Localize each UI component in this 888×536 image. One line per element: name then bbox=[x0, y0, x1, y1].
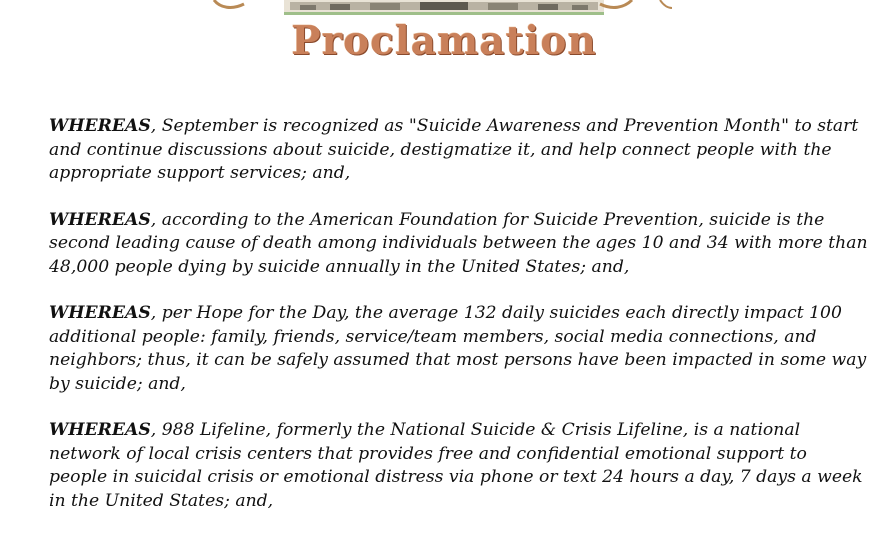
paragraph-lead: WHEREAS bbox=[49, 209, 151, 230]
paragraph-text: , per Hope for the Day, the average 132 daily suicides each directly impact 100 additional people: family, friends, service/team members, social media connections, and neighbors; thus, it can be safely assumed that most persons have been impacted in some way by suicide; and, bbox=[49, 303, 867, 394]
whereas-paragraph-2 bbox=[49, 209, 869, 280]
page-title: Proclamation bbox=[291, 18, 597, 64]
paragraph-text: , 988 Lifeline, formerly the National Suicide & Crisis Lifeline, is a national network of local crisis centers that provides free and confidential emotional support to people in suicidal crisis or emotional distress via phone or text 24 hours a day, 7 days a week in the United States; and, bbox=[49, 420, 863, 511]
paragraph-lead: WHEREAS bbox=[49, 303, 151, 323]
paragraph-lead: WHEREAS bbox=[49, 116, 151, 136]
paragraph-lead: WHEREAS bbox=[49, 420, 151, 440]
whereas-paragraph-3 bbox=[49, 302, 869, 396]
whereas-paragraph-4 bbox=[49, 419, 869, 513]
paragraph-text: , September is recognized as "Suicide Awareness and Prevention Month" to start and continue discussions about suicide, destigmatize it, and help connect people with the appropriate support services; and, bbox=[49, 116, 859, 183]
paragraph-text: , according to the American Foundation for Suicide Prevention, suicide is the second leading cause of death among individuals between the ages 10 and 34 with more than 48,000 people dying by suicide annually in the United States; and, bbox=[49, 209, 868, 277]
whereas-paragraph-1 bbox=[49, 115, 869, 186]
proclamation-body bbox=[49, 115, 869, 536]
